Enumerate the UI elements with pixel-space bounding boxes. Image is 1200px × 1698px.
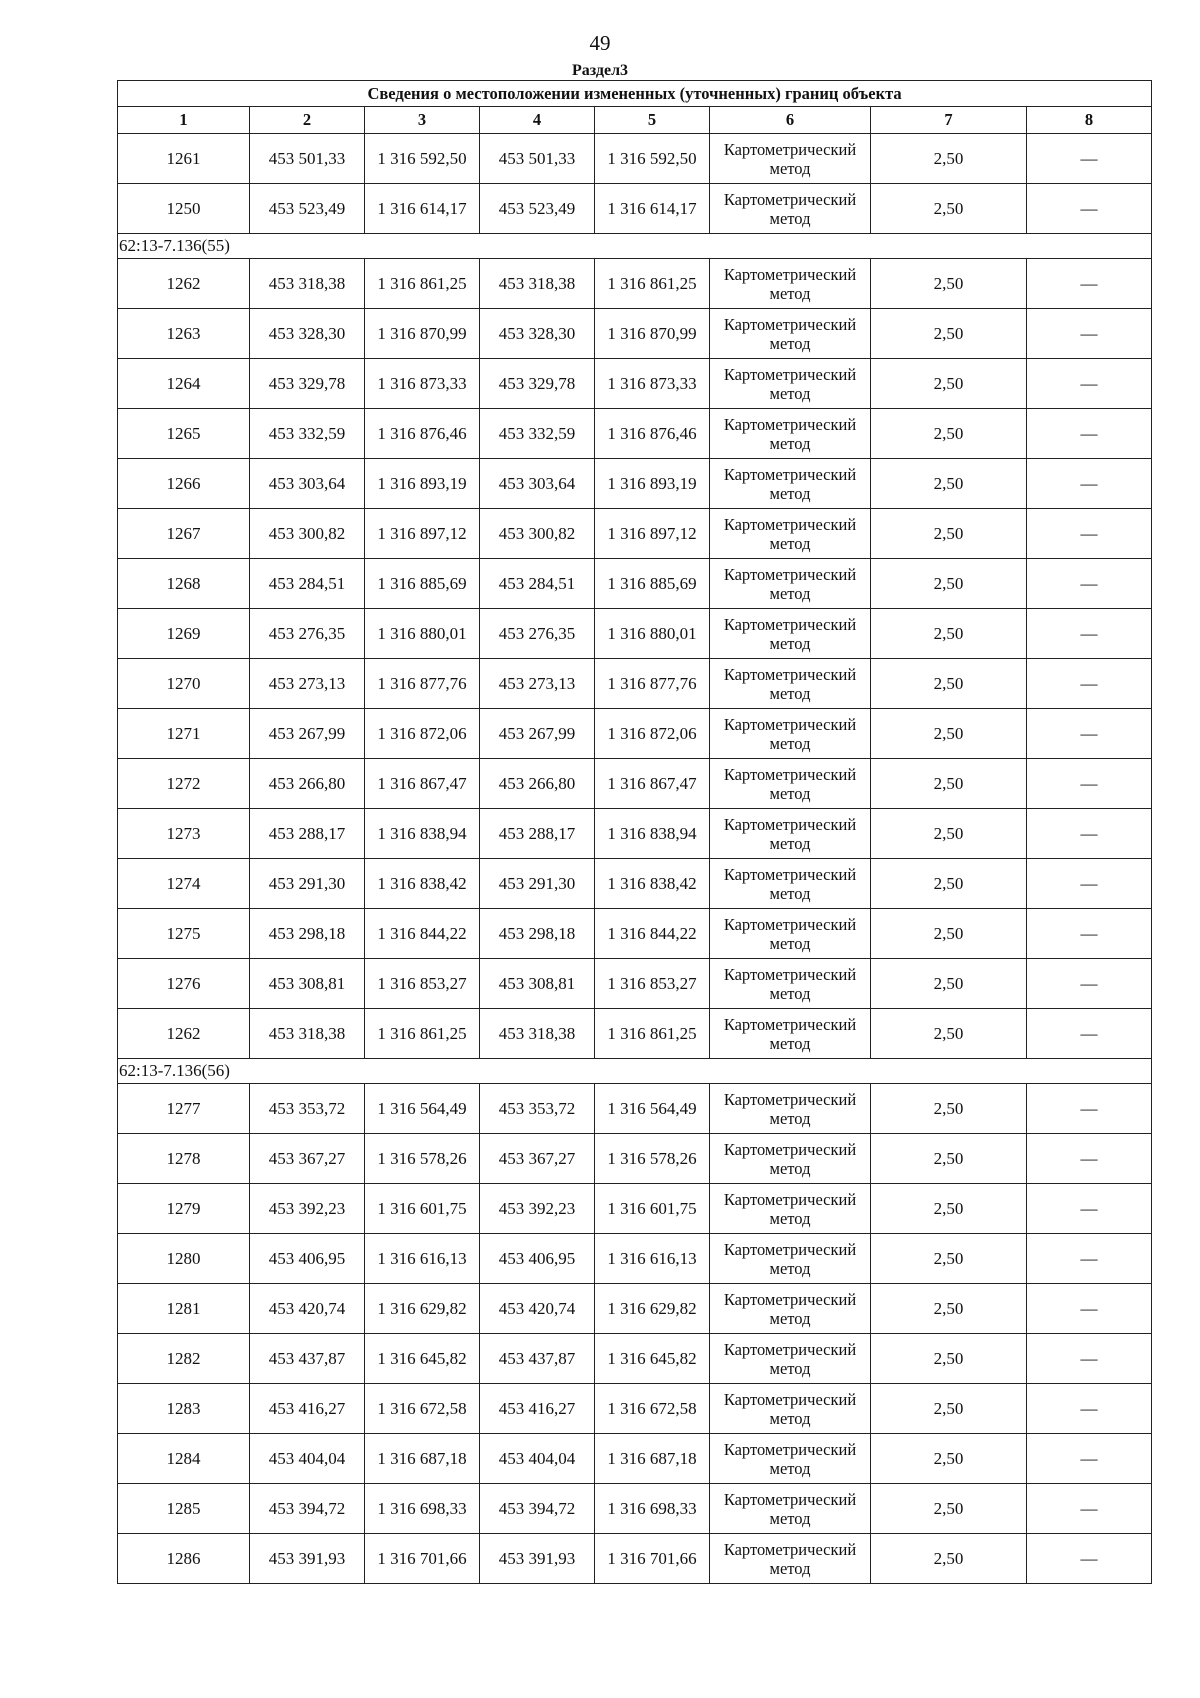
description-cell: — — [1027, 309, 1152, 359]
accuracy-cell: 2,50 — [871, 1284, 1027, 1334]
method-cell: Картометрический метод — [710, 509, 871, 559]
y-old-cell: 1 316 853,27 — [365, 959, 480, 1009]
table-row — [118, 309, 1152, 359]
x-old-cell: 453 353,72 — [250, 1084, 365, 1134]
x-new-cell: 453 391,93 — [480, 1534, 595, 1584]
description-cell: — — [1027, 1084, 1152, 1134]
x-old-cell: 453 392,23 — [250, 1184, 365, 1234]
table-row — [118, 184, 1152, 234]
x-new-cell: 453 420,74 — [480, 1284, 595, 1334]
table-row — [118, 1284, 1152, 1334]
table-row — [118, 259, 1152, 309]
y-old-cell: 1 316 592,50 — [365, 134, 480, 184]
y-old-cell: 1 316 564,49 — [365, 1084, 480, 1134]
point-number-cell: 1283 — [118, 1384, 250, 1434]
y-new-cell: 1 316 853,27 — [595, 959, 710, 1009]
accuracy-cell: 2,50 — [871, 1434, 1027, 1484]
point-number-cell: 1263 — [118, 309, 250, 359]
accuracy-cell: 2,50 — [871, 509, 1027, 559]
method-cell: Картометрический метод — [710, 1134, 871, 1184]
x-new-cell: 453 303,64 — [480, 459, 595, 509]
x-old-cell: 453 523,49 — [250, 184, 365, 234]
accuracy-cell: 2,50 — [871, 759, 1027, 809]
table-row — [118, 1184, 1152, 1234]
x-new-cell: 453 318,38 — [480, 1009, 595, 1059]
point-number-cell: 1273 — [118, 809, 250, 859]
x-old-cell: 453 416,27 — [250, 1384, 365, 1434]
table-row — [118, 959, 1152, 1009]
description-cell: — — [1027, 1384, 1152, 1434]
accuracy-cell: 2,50 — [871, 1534, 1027, 1584]
x-old-cell: 453 284,51 — [250, 559, 365, 609]
table-row — [118, 1334, 1152, 1384]
x-new-cell: 453 318,38 — [480, 259, 595, 309]
point-number-cell: 1274 — [118, 859, 250, 909]
accuracy-cell: 2,50 — [871, 809, 1027, 859]
y-old-cell: 1 316 698,33 — [365, 1484, 480, 1534]
column-number: 3 — [365, 107, 480, 134]
x-new-cell: 453 406,95 — [480, 1234, 595, 1284]
accuracy-cell: 2,50 — [871, 559, 1027, 609]
method-cell: Картометрический метод — [710, 1234, 871, 1284]
point-number-cell: 1265 — [118, 409, 250, 459]
table-row — [118, 909, 1152, 959]
x-old-cell: 453 437,87 — [250, 1334, 365, 1384]
y-new-cell: 1 316 861,25 — [595, 259, 710, 309]
x-old-cell: 453 308,81 — [250, 959, 365, 1009]
x-old-cell: 453 394,72 — [250, 1484, 365, 1534]
description-cell: — — [1027, 1234, 1152, 1284]
point-number-cell: 1279 — [118, 1184, 250, 1234]
y-new-cell: 1 316 614,17 — [595, 184, 710, 234]
group-label: 62:13-7.136(56) — [118, 1059, 1152, 1084]
table-caption: Сведения о местоположении измененных (уточненных) границ объекта — [118, 81, 1152, 107]
description-cell: — — [1027, 859, 1152, 909]
accuracy-cell: 2,50 — [871, 659, 1027, 709]
y-old-cell: 1 316 872,06 — [365, 709, 480, 759]
table-row — [118, 559, 1152, 609]
accuracy-cell: 2,50 — [871, 309, 1027, 359]
accuracy-cell: 2,50 — [871, 1384, 1027, 1434]
y-new-cell: 1 316 838,94 — [595, 809, 710, 859]
y-new-cell: 1 316 870,99 — [595, 309, 710, 359]
y-new-cell: 1 316 687,18 — [595, 1434, 710, 1484]
column-number: 4 — [480, 107, 595, 134]
point-number-cell: 1278 — [118, 1134, 250, 1184]
x-old-cell: 453 273,13 — [250, 659, 365, 709]
description-cell: — — [1027, 509, 1152, 559]
description-cell: — — [1027, 1434, 1152, 1484]
x-old-cell: 453 318,38 — [250, 1009, 365, 1059]
method-cell: Картометрический метод — [710, 1534, 871, 1584]
y-new-cell: 1 316 893,19 — [595, 459, 710, 509]
point-number-cell: 1276 — [118, 959, 250, 1009]
method-cell: Картометрический метод — [710, 709, 871, 759]
y-old-cell: 1 316 578,26 — [365, 1134, 480, 1184]
y-new-cell: 1 316 698,33 — [595, 1484, 710, 1534]
table-row — [118, 1009, 1152, 1059]
method-cell: Картометрический метод — [710, 959, 871, 1009]
y-old-cell: 1 316 861,25 — [365, 259, 480, 309]
point-number-cell: 1270 — [118, 659, 250, 709]
point-number-cell: 1267 — [118, 509, 250, 559]
x-old-cell: 453 300,82 — [250, 509, 365, 559]
y-old-cell: 1 316 645,82 — [365, 1334, 480, 1384]
x-new-cell: 453 288,17 — [480, 809, 595, 859]
y-new-cell: 1 316 897,12 — [595, 509, 710, 559]
x-new-cell: 453 367,27 — [480, 1134, 595, 1184]
x-old-cell: 453 501,33 — [250, 134, 365, 184]
page-number: 49 — [589, 31, 611, 55]
method-cell: Картометрический метод — [710, 1384, 871, 1434]
x-old-cell: 453 298,18 — [250, 909, 365, 959]
description-cell: — — [1027, 359, 1152, 409]
x-old-cell: 453 404,04 — [250, 1434, 365, 1484]
description-cell: — — [1027, 409, 1152, 459]
accuracy-cell: 2,50 — [871, 184, 1027, 234]
group-label: 62:13-7.136(55) — [118, 234, 1152, 259]
y-new-cell: 1 316 877,76 — [595, 659, 710, 709]
description-cell: — — [1027, 1534, 1152, 1584]
y-old-cell: 1 316 885,69 — [365, 559, 480, 609]
description-cell: — — [1027, 459, 1152, 509]
x-old-cell: 453 288,17 — [250, 809, 365, 859]
accuracy-cell: 2,50 — [871, 134, 1027, 184]
description-cell: — — [1027, 134, 1152, 184]
method-cell: Картометрический метод — [710, 134, 871, 184]
accuracy-cell: 2,50 — [871, 859, 1027, 909]
accuracy-cell: 2,50 — [871, 909, 1027, 959]
point-number-cell: 1261 — [118, 134, 250, 184]
accuracy-cell: 2,50 — [871, 359, 1027, 409]
table-row — [118, 1434, 1152, 1484]
description-cell: — — [1027, 559, 1152, 609]
x-old-cell: 453 267,99 — [250, 709, 365, 759]
y-new-cell: 1 316 564,49 — [595, 1084, 710, 1134]
method-cell: Картометрический метод — [710, 1484, 871, 1534]
y-old-cell: 1 316 629,82 — [365, 1284, 480, 1334]
table-row — [118, 1484, 1152, 1534]
method-cell: Картометрический метод — [710, 409, 871, 459]
x-new-cell: 453 300,82 — [480, 509, 595, 559]
y-old-cell: 1 316 867,47 — [365, 759, 480, 809]
y-old-cell: 1 316 687,18 — [365, 1434, 480, 1484]
x-new-cell: 453 291,30 — [480, 859, 595, 909]
method-cell: Картометрический метод — [710, 459, 871, 509]
description-cell: — — [1027, 259, 1152, 309]
x-new-cell: 453 284,51 — [480, 559, 595, 609]
x-new-cell: 453 276,35 — [480, 609, 595, 659]
table-row — [118, 1084, 1152, 1134]
method-cell: Картометрический метод — [710, 1434, 871, 1484]
y-new-cell: 1 316 838,42 — [595, 859, 710, 909]
method-cell: Картометрический метод — [710, 859, 871, 909]
x-old-cell: 453 303,64 — [250, 459, 365, 509]
x-new-cell: 453 266,80 — [480, 759, 595, 809]
y-old-cell: 1 316 877,76 — [365, 659, 480, 709]
point-number-cell: 1285 — [118, 1484, 250, 1534]
y-new-cell: 1 316 701,66 — [595, 1534, 710, 1584]
column-number: 6 — [710, 107, 871, 134]
point-number-cell: 1280 — [118, 1234, 250, 1284]
y-new-cell: 1 316 880,01 — [595, 609, 710, 659]
table-row — [118, 809, 1152, 859]
y-new-cell: 1 316 629,82 — [595, 1284, 710, 1334]
table-row — [118, 409, 1152, 459]
y-old-cell: 1 316 893,19 — [365, 459, 480, 509]
accuracy-cell: 2,50 — [871, 459, 1027, 509]
point-number-cell: 1268 — [118, 559, 250, 609]
accuracy-cell: 2,50 — [871, 1184, 1027, 1234]
x-new-cell: 453 332,59 — [480, 409, 595, 459]
table-row — [118, 859, 1152, 909]
accuracy-cell: 2,50 — [871, 609, 1027, 659]
y-new-cell: 1 316 876,46 — [595, 409, 710, 459]
column-number-row — [118, 107, 1152, 134]
point-number-cell: 1262 — [118, 1009, 250, 1059]
description-cell: — — [1027, 959, 1152, 1009]
accuracy-cell: 2,50 — [871, 1484, 1027, 1534]
point-number-cell: 1282 — [118, 1334, 250, 1384]
y-old-cell: 1 316 897,12 — [365, 509, 480, 559]
x-new-cell: 453 523,49 — [480, 184, 595, 234]
point-number-cell: 1277 — [118, 1084, 250, 1134]
x-new-cell: 453 404,04 — [480, 1434, 595, 1484]
description-cell: — — [1027, 709, 1152, 759]
section-title: Раздел3 — [571, 62, 629, 79]
method-cell: Картометрический метод — [710, 184, 871, 234]
point-number-cell: 1264 — [118, 359, 250, 409]
table-row — [118, 1384, 1152, 1434]
table-body — [118, 134, 1152, 1584]
y-old-cell: 1 316 861,25 — [365, 1009, 480, 1059]
description-cell: — — [1027, 1009, 1152, 1059]
accuracy-cell: 2,50 — [871, 259, 1027, 309]
x-new-cell: 453 394,72 — [480, 1484, 595, 1534]
x-new-cell: 453 392,23 — [480, 1184, 595, 1234]
x-new-cell: 453 267,99 — [480, 709, 595, 759]
x-old-cell: 453 406,95 — [250, 1234, 365, 1284]
y-old-cell: 1 316 838,42 — [365, 859, 480, 909]
y-old-cell: 1 316 616,13 — [365, 1234, 480, 1284]
table-row — [118, 759, 1152, 809]
accuracy-cell: 2,50 — [871, 1334, 1027, 1384]
y-new-cell: 1 316 645,82 — [595, 1334, 710, 1384]
method-cell: Картометрический метод — [710, 559, 871, 609]
y-old-cell: 1 316 880,01 — [365, 609, 480, 659]
y-new-cell: 1 316 578,26 — [595, 1134, 710, 1184]
x-old-cell: 453 391,93 — [250, 1534, 365, 1584]
method-cell: Картометрический метод — [710, 909, 871, 959]
y-new-cell: 1 316 885,69 — [595, 559, 710, 609]
point-number-cell: 1286 — [118, 1534, 250, 1584]
table-row — [118, 659, 1152, 709]
method-cell: Картометрический метод — [710, 609, 871, 659]
accuracy-cell: 2,50 — [871, 709, 1027, 759]
column-number: 5 — [595, 107, 710, 134]
column-number: 2 — [250, 107, 365, 134]
y-old-cell: 1 316 672,58 — [365, 1384, 480, 1434]
point-number-cell: 1250 — [118, 184, 250, 234]
x-old-cell: 453 291,30 — [250, 859, 365, 909]
x-new-cell: 453 353,72 — [480, 1084, 595, 1134]
point-number-cell: 1272 — [118, 759, 250, 809]
method-cell: Картометрический метод — [710, 659, 871, 709]
method-cell: Картометрический метод — [710, 259, 871, 309]
y-new-cell: 1 316 592,50 — [595, 134, 710, 184]
accuracy-cell: 2,50 — [871, 1134, 1027, 1184]
y-new-cell: 1 316 672,58 — [595, 1384, 710, 1434]
method-cell: Картометрический метод — [710, 359, 871, 409]
table-row — [118, 609, 1152, 659]
accuracy-cell: 2,50 — [871, 1084, 1027, 1134]
y-old-cell: 1 316 701,66 — [365, 1534, 480, 1584]
description-cell: — — [1027, 609, 1152, 659]
accuracy-cell: 2,50 — [871, 409, 1027, 459]
description-cell: — — [1027, 184, 1152, 234]
x-old-cell: 453 266,80 — [250, 759, 365, 809]
x-new-cell: 453 273,13 — [480, 659, 595, 709]
method-cell: Картометрический метод — [710, 1184, 871, 1234]
group-row — [118, 234, 1152, 259]
description-cell: — — [1027, 809, 1152, 859]
x-old-cell: 453 420,74 — [250, 1284, 365, 1334]
method-cell: Картометрический метод — [710, 1009, 871, 1059]
x-new-cell: 453 501,33 — [480, 134, 595, 184]
point-number-cell: 1284 — [118, 1434, 250, 1484]
y-new-cell: 1 316 844,22 — [595, 909, 710, 959]
x-old-cell: 453 329,78 — [250, 359, 365, 409]
description-cell: — — [1027, 1284, 1152, 1334]
point-number-cell: 1271 — [118, 709, 250, 759]
method-cell: Картометрический метод — [710, 1334, 871, 1384]
y-new-cell: 1 316 616,13 — [595, 1234, 710, 1284]
x-new-cell: 453 329,78 — [480, 359, 595, 409]
table-row — [118, 1134, 1152, 1184]
table-caption-row — [118, 81, 1152, 107]
accuracy-cell: 2,50 — [871, 1009, 1027, 1059]
table-row — [118, 1234, 1152, 1284]
x-new-cell: 453 437,87 — [480, 1334, 595, 1384]
description-cell: — — [1027, 759, 1152, 809]
y-old-cell: 1 316 873,33 — [365, 359, 480, 409]
table-row — [118, 709, 1152, 759]
y-old-cell: 1 316 614,17 — [365, 184, 480, 234]
table-row — [118, 134, 1152, 184]
table-row — [118, 509, 1152, 559]
x-old-cell: 453 318,38 — [250, 259, 365, 309]
method-cell: Картометрический метод — [710, 1284, 871, 1334]
y-new-cell: 1 316 861,25 — [595, 1009, 710, 1059]
x-new-cell: 453 308,81 — [480, 959, 595, 1009]
boundary-coordinates-table — [117, 80, 1152, 1584]
y-old-cell: 1 316 870,99 — [365, 309, 480, 359]
method-cell: Картометрический метод — [710, 809, 871, 859]
x-new-cell: 453 298,18 — [480, 909, 595, 959]
x-new-cell: 453 416,27 — [480, 1384, 595, 1434]
accuracy-cell: 2,50 — [871, 1234, 1027, 1284]
group-row — [118, 1059, 1152, 1084]
point-number-cell: 1262 — [118, 259, 250, 309]
column-number: 8 — [1027, 107, 1152, 134]
column-number: 7 — [871, 107, 1027, 134]
table-row — [118, 1534, 1152, 1584]
x-old-cell: 453 332,59 — [250, 409, 365, 459]
description-cell: — — [1027, 1184, 1152, 1234]
y-old-cell: 1 316 838,94 — [365, 809, 480, 859]
y-new-cell: 1 316 601,75 — [595, 1184, 710, 1234]
point-number-cell: 1266 — [118, 459, 250, 509]
description-cell: — — [1027, 659, 1152, 709]
point-number-cell: 1281 — [118, 1284, 250, 1334]
x-old-cell: 453 276,35 — [250, 609, 365, 659]
method-cell: Картометрический метод — [710, 309, 871, 359]
y-old-cell: 1 316 844,22 — [365, 909, 480, 959]
x-old-cell: 453 328,30 — [250, 309, 365, 359]
description-cell: — — [1027, 909, 1152, 959]
y-old-cell: 1 316 601,75 — [365, 1184, 480, 1234]
point-number-cell: 1275 — [118, 909, 250, 959]
accuracy-cell: 2,50 — [871, 959, 1027, 1009]
x-old-cell: 453 367,27 — [250, 1134, 365, 1184]
method-cell: Картометрический метод — [710, 1084, 871, 1134]
point-number-cell: 1269 — [118, 609, 250, 659]
table-row — [118, 459, 1152, 509]
description-cell: — — [1027, 1484, 1152, 1534]
description-cell: — — [1027, 1134, 1152, 1184]
column-number: 1 — [118, 107, 250, 134]
x-new-cell: 453 328,30 — [480, 309, 595, 359]
y-new-cell: 1 316 867,47 — [595, 759, 710, 809]
method-cell: Картометрический метод — [710, 759, 871, 809]
description-cell: — — [1027, 1334, 1152, 1384]
table-row — [118, 359, 1152, 409]
y-new-cell: 1 316 873,33 — [595, 359, 710, 409]
y-new-cell: 1 316 872,06 — [595, 709, 710, 759]
y-old-cell: 1 316 876,46 — [365, 409, 480, 459]
